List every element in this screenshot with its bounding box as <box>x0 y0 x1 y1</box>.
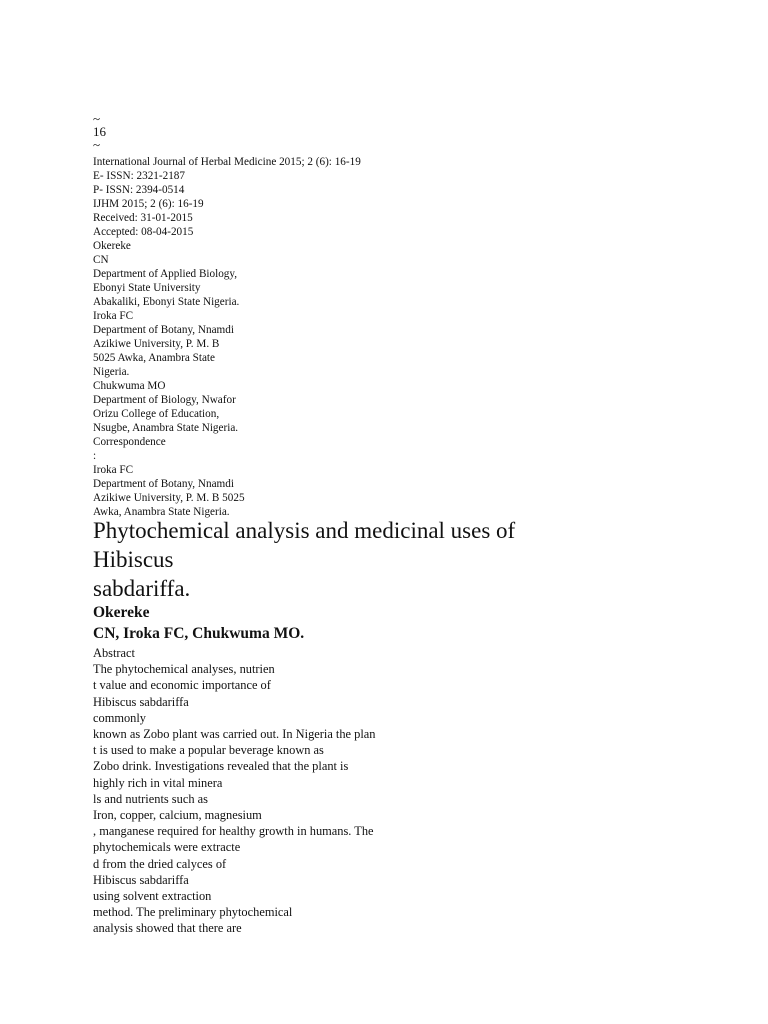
abstract-line: t value and economic importance of <box>93 678 271 693</box>
page-tilde-bottom: ~ <box>93 137 101 152</box>
meta-line: Orizu College of Education, <box>93 408 220 420</box>
meta-line: IJHM 2015; 2 (6): 16-19 <box>93 198 204 210</box>
abstract-line: , manganese required for healthy growth in humans. The <box>93 824 374 839</box>
meta-line: Department of Botany, Nnamdi <box>93 324 234 336</box>
abstract-heading: Abstract <box>93 646 135 660</box>
abstract-line: t is used to make a popular beverage known as <box>93 743 324 758</box>
meta-line: Correspondence <box>93 436 166 448</box>
abstract-line: highly rich in vital minera <box>93 775 223 790</box>
meta-line: P- ISSN: 2394-0514 <box>93 184 185 196</box>
article-title <box>93 516 713 603</box>
meta-line: Received: 31-01-2015 <box>93 212 193 224</box>
abstract-line: d from the dried calyces of <box>93 856 227 871</box>
abstract-section <box>93 645 376 937</box>
meta-line: E- ISSN: 2321-2187 <box>93 170 185 182</box>
meta-line: Nigeria. <box>93 366 130 378</box>
page-number: 16 <box>93 124 106 139</box>
meta-line: 5025 Awka, Anambra State <box>93 352 216 364</box>
abstract-line: using solvent extraction <box>93 889 212 904</box>
abstract-line: method. The preliminary phytochemical <box>93 905 293 920</box>
abstract-line: known as Zobo plant was carried out. In Nigeria the plan <box>93 727 376 742</box>
abstract-line: The phytochemical analyses, nutrien <box>93 662 275 677</box>
meta-line: Department of Applied Biology, <box>93 268 238 280</box>
meta-line: : <box>93 450 97 462</box>
page-tilde-top: ~ <box>93 111 101 126</box>
article-title-line: Hibiscus <box>93 547 174 572</box>
meta-line: Chukwuma MO <box>93 380 166 392</box>
meta-line: Accepted: 08-04-2015 <box>93 226 194 238</box>
meta-line: Department of Biology, Nwafor <box>93 394 236 406</box>
meta-line: Nsugbe, Anambra State Nigeria. <box>93 422 239 434</box>
abstract-line: Hibiscus sabdariffa <box>93 694 189 709</box>
meta-line: International Journal of Herbal Medicine 2015; 2 (6): 16-19 <box>93 156 361 168</box>
abstract-line: Hibiscus sabdariffa <box>93 872 189 887</box>
abstract-line: Zobo drink. Investigations revealed that the plant is <box>93 759 349 774</box>
abstract-line: Iron, copper, calcium, magnesium <box>93 808 262 823</box>
meta-line: Department of Botany, Nnamdi <box>93 478 234 490</box>
abstract-line: phytochemicals were extracte <box>93 840 241 855</box>
meta-line: Okereke <box>93 240 131 252</box>
meta-line: Abakaliki, Ebonyi State Nigeria. <box>93 296 240 308</box>
meta-line: Awka, Anambra State Nigeria. <box>93 506 230 518</box>
abstract-line: commonly <box>93 710 146 725</box>
meta-line: Iroka FC <box>93 464 134 476</box>
article-title-line: Phytochemical analysis and medicinal uses of <box>93 518 516 543</box>
meta-line: CN <box>93 254 109 266</box>
abstract-line: ls and nutrients such as <box>93 791 208 806</box>
meta-line: Azikiwe University, P. M. B 5025 <box>93 492 245 504</box>
meta-line: Ebonyi State University <box>93 282 201 294</box>
meta-line: Azikiwe University, P. M. B <box>93 338 220 350</box>
article-title-line: sabdariffa. <box>93 576 191 601</box>
article-authors <box>93 602 304 644</box>
meta-line: Iroka FC <box>93 310 134 322</box>
journal-and-affiliation-sidebar <box>93 155 361 519</box>
authors-line: Okereke <box>93 604 150 621</box>
abstract-line: analysis showed that there are <box>93 921 242 936</box>
page-header <box>93 112 106 151</box>
authors-line: CN, Iroka FC, Chukwuma MO. <box>93 625 305 642</box>
